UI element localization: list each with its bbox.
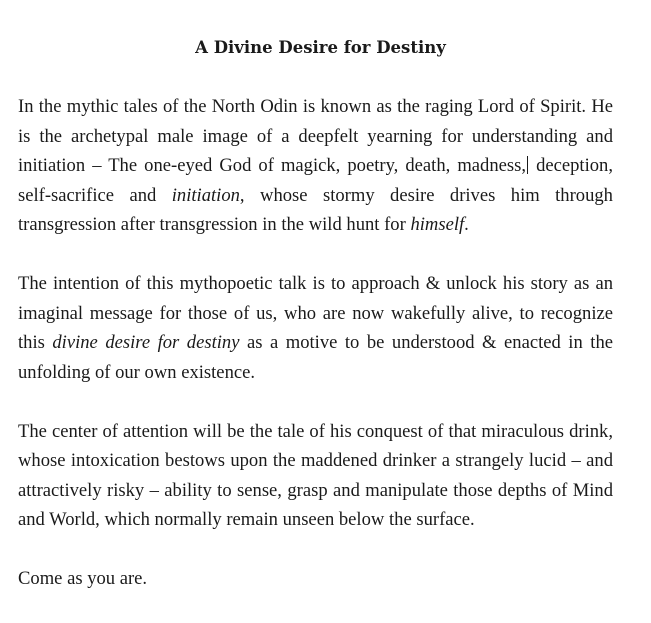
paragraph-2[interactable] — [18, 269, 613, 387]
paragraph-4[interactable]: Come as you are. — [18, 568, 148, 589]
document-body[interactable] — [18, 36, 613, 623]
document-title: A Divine Desire for Destiny — [195, 38, 446, 57]
paragraph-1-italic-initiation: initiation — [171, 184, 240, 206]
paragraph-3[interactable]: The center of attention will be the tale of his conquest of that miraculous drink, whose intoxication bestows upon the maddened drinker a strangely lucid – and attractively risky – ability to sense, grasp and manipulate those depths of Mind and World, which normally remain unseen below the surface. — [18, 420, 613, 530]
paragraph-2-italic-phrase: divine desire for destiny — [52, 332, 240, 353]
paragraph-1[interactable] — [18, 92, 613, 240]
paragraph-1-text-b: deception, self-sacrifice and — [18, 155, 614, 206]
paragraph-1-italic-himself: himself — [410, 214, 465, 235]
paragraph-2-text-c: as a motive to be understood & enacted in the unfolding of our own existence. — [18, 332, 613, 383]
paragraph-1-text-f: . — [464, 214, 469, 235]
text-cursor — [527, 156, 528, 174]
paragraph-2-text-a: The intention of this mythopoetic talk is to approach & unlock his story as an imaginal message for those of us, who are now wakefully alive, to recognize this — [18, 273, 613, 353]
paragraph-1-text-a: In the mythic tales of the North Odin is known as the raging Lord of Spirit. He is the archetypal male image of a deepfelt yearning for understanding and initiation – The one-eyed God of magick, poetry, death, madness, — [18, 96, 613, 176]
paragraph-1-text-d: , whose stormy desire drives him through transgression after transgression in the wild hunt for — [18, 184, 613, 235]
